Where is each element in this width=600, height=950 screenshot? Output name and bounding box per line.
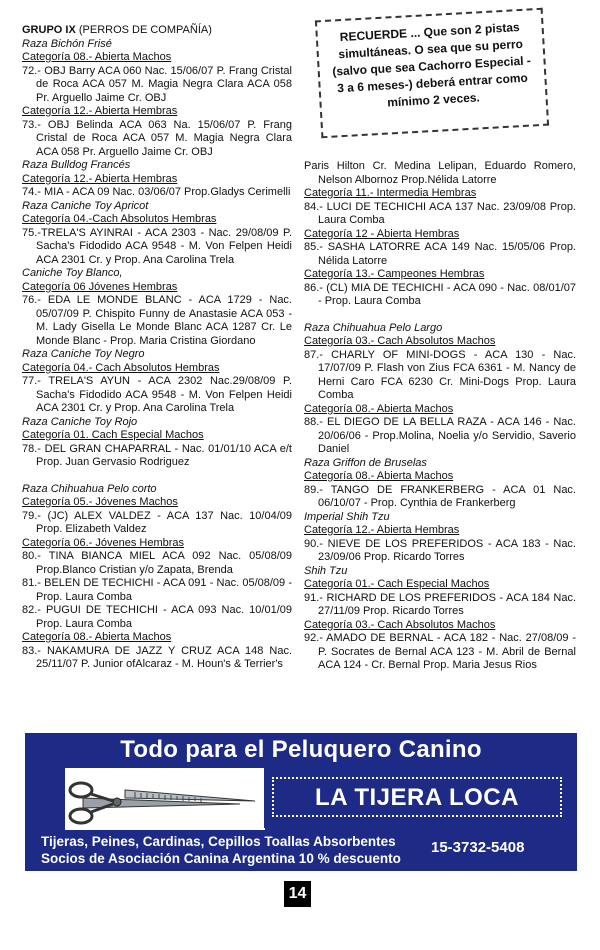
dog-entry: 79.- (JC) ALEX VALDEZ - ACA 137 Nac. 10/04/09 Prop. Elizabeth Valdez <box>22 509 292 535</box>
breed-heading: Imperial Shih Tzu <box>304 510 390 523</box>
dog-entry: 80.- TINA BIANCA MIEL ACA 092 Nac. 05/08/09 Prop.Blanco Cristian y/o Zapata, Brenda <box>22 550 292 576</box>
category-heading: Categoría 11.- Intermedia Hembras <box>304 187 477 199</box>
dog-entry: 87.- CHARLY OF MINI-DOGS - ACA 130 - Nac. 17/07/09 P. Flash von Zius FCA 6361 - M. Nancy de Herni Caro FCA 6230 Cr. Mini-Dogs Prop. Laura Comba <box>304 348 576 401</box>
ad-brand-frame <box>272 777 562 817</box>
ad-discount-line: Socios de Asociación Canina Argentina 10 % descuento <box>41 851 401 866</box>
dog-entry: 78.- DEL GRAN CHAPARRAL - Nac. 01/01/10 ACA e/t Prop. Juan Gervasio Rodriguez <box>22 442 292 468</box>
breed-heading: Raza Bulldog Francés <box>22 159 131 171</box>
category-heading: Categoría 13.- Campeones Hembras <box>304 268 485 280</box>
category-heading: Categoría 03.- Cach Absolutos Machos <box>304 618 496 631</box>
dog-entry: 86.- (CL) MIA DE TECHICHI - ACA 090 - Nac. 08/01/07 - Prop. Laura Comba <box>304 281 576 307</box>
category-heading: Categoría 03.- Cach Absolutos Machos <box>304 335 496 347</box>
ad-banner <box>25 733 577 871</box>
category-heading: Categoría 12 - Abierta Hembras <box>304 227 460 240</box>
breed-heading: Shih Tzu <box>304 564 348 577</box>
group-heading-rest: (PERROS DE COMPAÑÍA) <box>75 24 212 36</box>
group-heading <box>22 24 292 38</box>
category-heading: Categoría 12.- Abierta Hembras <box>22 105 178 117</box>
breed-heading: Raza Caniche Toy Rojo <box>22 415 138 428</box>
right-column <box>304 160 576 673</box>
ad-phone: 15-3732-5408 <box>431 839 525 856</box>
category-heading: Categoría 06 Jóvenes Hembras <box>22 280 178 293</box>
dog-entry: 84.- LUCI DE TECHICHI ACA 137 Nac. 23/09/08 Prop. Laura Comba <box>304 200 576 226</box>
ad-headline: Todo para el Peluquero Canino <box>120 736 482 763</box>
category-heading: Categoría 01. Cach Especial Machos <box>22 429 204 441</box>
dog-entry: 73.- OBJ Belinda ACA 063 Na. 15/06/07 P. Frang Cristal de Roca ACA 057 M. Magia Negra Clara ACA 058 Pr. Arguello Jaime Cr. OBJ <box>22 118 292 158</box>
dog-entry: 88.- EL DIEGO DE LA BELLA RAZA - ACA 146 - Nac. 20/06/06 - Prop.Molina, Noelia y/o Servidio, Saverio Daniel <box>304 416 576 455</box>
category-heading: Categoría 08.- Abierta Machos <box>22 51 172 63</box>
breed-heading: Raza Chihuahua Pelo corto <box>22 482 157 495</box>
breed-heading: Raza Bichón Frisé <box>22 37 112 50</box>
dog-entry: 76.- EDA LE MONDE BLANC - ACA 1729 - Nac. 05/07/09 P. Chispito Funny de Anastasie ACA 053 - M. Lady Gisella Le Monde Blanc ACA 1287 Cr. Le Monde Blanc - Prop. Maria Cristina Giordano <box>22 294 292 347</box>
section-spacer <box>304 309 576 322</box>
dog-entry: 83.- NAKAMURA DE JAZZ Y CRUZ ACA 148 Nac. 25/11/07 P. Junior ofAlcaraz - M. Houn's & Terrier's <box>22 644 292 670</box>
category-heading: Categoría 01.- Cach Especial Machos <box>304 578 490 590</box>
scissors-icon <box>65 768 265 830</box>
dog-entry: 74.- MIA - ACA 09 Nac. 03/06/07 Prop.Gladys Cerimelli <box>22 186 291 198</box>
dog-entry: 81.- BELEN DE TECHICHI - ACA 091 - Nac. 05/08/09 - Prop. Laura Comba <box>22 577 292 603</box>
ad-products-line: Tijeras, Peines, Cardinas, Cepillos Toallas Absorbentes <box>41 834 396 849</box>
dog-entry: 72.- OBJ Barry ACA 060 Nac. 15/06/07 P. Frang Cristal de Roca ACA 057 M. Magia Negra Clara ACA 058 Pr. Arguello Jaime Cr. OBJ <box>22 64 292 104</box>
ad-brand-box <box>264 768 572 828</box>
dog-entry: 82.- PUGUI DE TECHICHI - ACA 093 Nac. 10/01/09 Prop. Laura Comba <box>22 604 292 630</box>
dog-entry: 92.- AMADO DE BERNAL - ACA 182 - Nac. 27/08/09 - P. Socrates de Bernal ACA 123 - M. Abril de Bernal ACA 124 - Cr. Bernal Prop. Maria Jesus Rios <box>304 632 576 671</box>
page-number: 14 <box>284 881 311 907</box>
breed-heading: Caniche Toy Blanco, <box>22 267 123 279</box>
dog-entry: 85.- SASHA LATORRE ACA 149 Nac. 15/05/06 Prop. Nélida Latorre <box>304 241 576 267</box>
category-heading: Categoría 12.- Abierta Hembras <box>304 524 460 536</box>
breed-heading: Raza Caniche Toy Negro <box>22 348 145 360</box>
scissors-image <box>65 768 265 830</box>
category-heading: Categoría 08.- Abierta Machos <box>22 631 172 643</box>
dog-entry: 90.- NIEVE DE LOS PREFERIDOS - ACA 183 - Nac. 23/09/06 Prop. Ricardo Torres <box>304 537 576 563</box>
left-column <box>22 24 292 672</box>
dog-entry: 77.- TRELA'S AYUN - ACA 2302 Nac.29/08/09 P. Sacha's Fidodido ACA 9548 - M. Von Felpen Heidi ACA 2301 Cr. y Prop. Ana Carolina Trela <box>22 375 292 414</box>
section-spacer <box>22 470 292 483</box>
dog-entry: 75.-TRELA'S AYINRAI - ACA 2303 - Nac. 29/08/09 P. Sacha's Fidodido ACA 9548 - M. Von Felpen Heidi ACA 2301 Cr. y Prop. Ana Carolina Trela <box>22 226 292 266</box>
category-heading: Categoría 04.-Cach Absolutos Hembras <box>22 213 217 225</box>
entry-continuation: Paris Hilton Cr. Medina Lelipan, Eduardo Romero, Nelson Albornoz Prop.Nélida Latorre <box>304 160 576 186</box>
dog-entry: 89.- TANGO DE FRANKERBERG - ACA 01 Nac. 06/10/07 - Prop. Cynthia de Frankerberg <box>304 483 576 509</box>
dog-entry: 91.- RICHARD DE LOS PREFERIDOS - ACA 184 Nac. 27/11/09 Prop. Ricardo Torres <box>304 591 576 617</box>
notice-text: RECUERDE ... Que son 2 pistas simultáneas. O sea que su perro (salvo que sea Cachorro Especial - 3 a 6 meses-) deberá entrar como mínimo 2 veces. <box>331 20 532 110</box>
ad-brand: LA TIJERA LOCA <box>315 784 519 811</box>
notice-box <box>315 8 549 139</box>
category-heading: Categoría 06.- Jóvenes Hembras <box>22 536 185 549</box>
breed-heading: Raza Griffon de Bruselas <box>304 456 427 469</box>
category-heading: Categoría 04.- Cach Absolutos Hembras <box>22 361 220 374</box>
category-heading: Categoría 08.- Abierta Machos <box>304 402 454 415</box>
category-heading: Categoría 12.- Abierta Hembras <box>22 172 178 185</box>
breed-heading: Raza Chihuahua Pelo Largo <box>304 321 443 334</box>
breed-heading: Raza Caniche Toy Apricot <box>22 199 149 212</box>
category-heading: Categoría 08.- Abierta Machos <box>304 470 454 482</box>
group-heading-bold: GRUPO IX <box>22 24 76 36</box>
category-heading: Categoría 05.- Jóvenes Machos <box>22 496 178 508</box>
